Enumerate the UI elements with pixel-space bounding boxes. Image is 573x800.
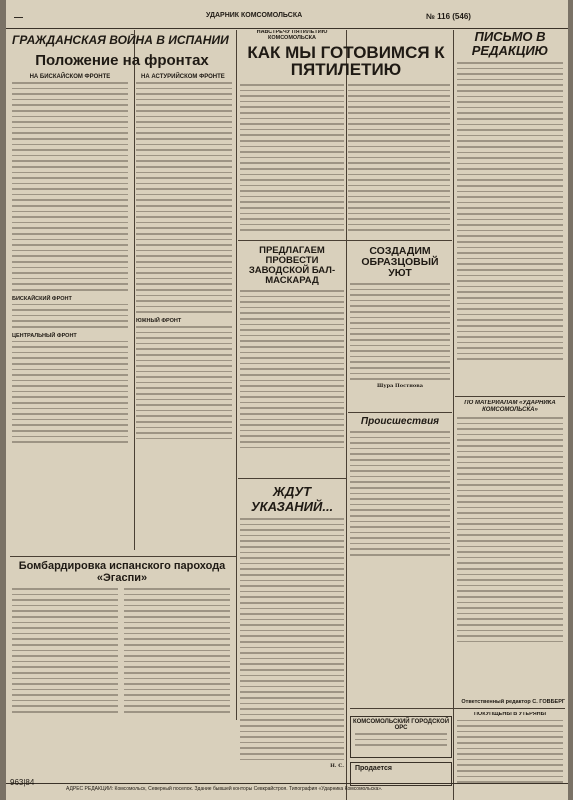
incidents-article <box>350 416 450 566</box>
lost-documents-section <box>457 712 563 786</box>
footer-text: АДРЕС РЕДАКЦИИ: Комсомольск, Северный поселок. Здание бывшей конторы Севкрайстроя. Типография «Ударника Комсомольска». <box>66 786 383 792</box>
spain-war-section <box>12 34 232 554</box>
section-divider <box>455 396 565 397</box>
biscay-front-heading: НА БИСКАЙСКОМ ФРОНТЕ <box>29 74 111 80</box>
column-rule <box>453 30 454 800</box>
awaiting-byline: Н. С. <box>330 763 344 770</box>
steamship-bombing-article <box>12 560 232 785</box>
materials-heading: ПО МАТЕРИАЛАМ «УДАРНИКА КОМСОМОЛЬСКА» <box>464 400 556 413</box>
awaiting-article <box>240 484 344 784</box>
awaiting-title: ЖДУТ УКАЗАНИЙ... <box>250 484 334 514</box>
section-divider <box>348 412 452 413</box>
cozy-article <box>350 246 450 406</box>
section-divider <box>10 556 236 557</box>
orc-ad-title: КОМСОМОЛЬСКИЙ ГОРОДСКОЙ ОРС <box>352 719 450 731</box>
materials-section <box>457 400 563 700</box>
asturias-front-heading: НА АСТУРИЙСКОМ ФРОНТЕ <box>141 74 225 80</box>
cozy-title: СОЗДАДИМ ОБРАЗЦОВЫЙ УЮТ <box>361 246 439 279</box>
masthead-bar <box>6 6 568 29</box>
orc-ad-box <box>350 716 452 758</box>
spain-war-title: ГРАЖДАНСКАЯ ВОЙНА В ИСПАНИИ <box>12 34 229 47</box>
newspaper-page <box>6 0 568 800</box>
central-front-heading: ЦЕНТРАЛЬНЫЙ ФРОНТ <box>12 332 77 339</box>
header-title: УДАРНИК КОМСОМОЛЬСКА <box>206 12 303 19</box>
south-front-heading: ЮЖНЫЙ ФРОНТ <box>136 317 182 324</box>
anniversary-kicker: НАВСТРЕЧУ ПЯТИЛЕТИЮ КОМСОМОЛЬСКА <box>256 30 328 41</box>
incidents-title: Происшествия <box>360 416 440 427</box>
preparing-article <box>240 84 344 234</box>
preparing-article-cont <box>348 84 450 234</box>
masquerade-article <box>240 246 344 476</box>
masquerade-title: ПРЕДЛАГАЕМ ПРОВЕСТИ ЗАВОДСКОЙ БАЛ-МАСКАРАД <box>248 246 336 286</box>
header-left: — <box>14 12 23 22</box>
section-divider <box>350 708 565 709</box>
lost-documents-title: ПОКУПЩЕНЫ В УТЕРЯНЫ <box>473 712 547 717</box>
cozy-byline: Шура Постнова <box>377 382 423 389</box>
fronts-heading: Положение на фронтах <box>35 52 209 69</box>
archive-stamp: 963|84 <box>10 778 35 787</box>
sale-ad-title: Продается <box>355 765 392 772</box>
footer-address <box>6 783 568 794</box>
column-rule <box>236 30 237 720</box>
editor-line: Ответственный редактор С. ГОВБЕРГ <box>461 699 565 705</box>
biscay-front-heading-2: БИСКАЙСКИЙ ФРОНТ <box>12 295 72 302</box>
letter-section <box>457 30 563 390</box>
section-divider <box>238 478 346 479</box>
preparing-title: КАК МЫ ГОТОВИМСЯ К ПЯТИЛЕТИЮ <box>247 43 445 79</box>
letter-title: ПИСЬМО В РЕДАКЦИЮ <box>471 30 549 58</box>
steamship-bombing-title: Бомбардировка испанского парохода «Эгаспи» <box>18 560 226 584</box>
article-text-block <box>12 82 128 291</box>
column-rule <box>346 30 347 800</box>
issue-number: № 116 (546) <box>426 12 471 21</box>
section-divider <box>238 240 452 241</box>
